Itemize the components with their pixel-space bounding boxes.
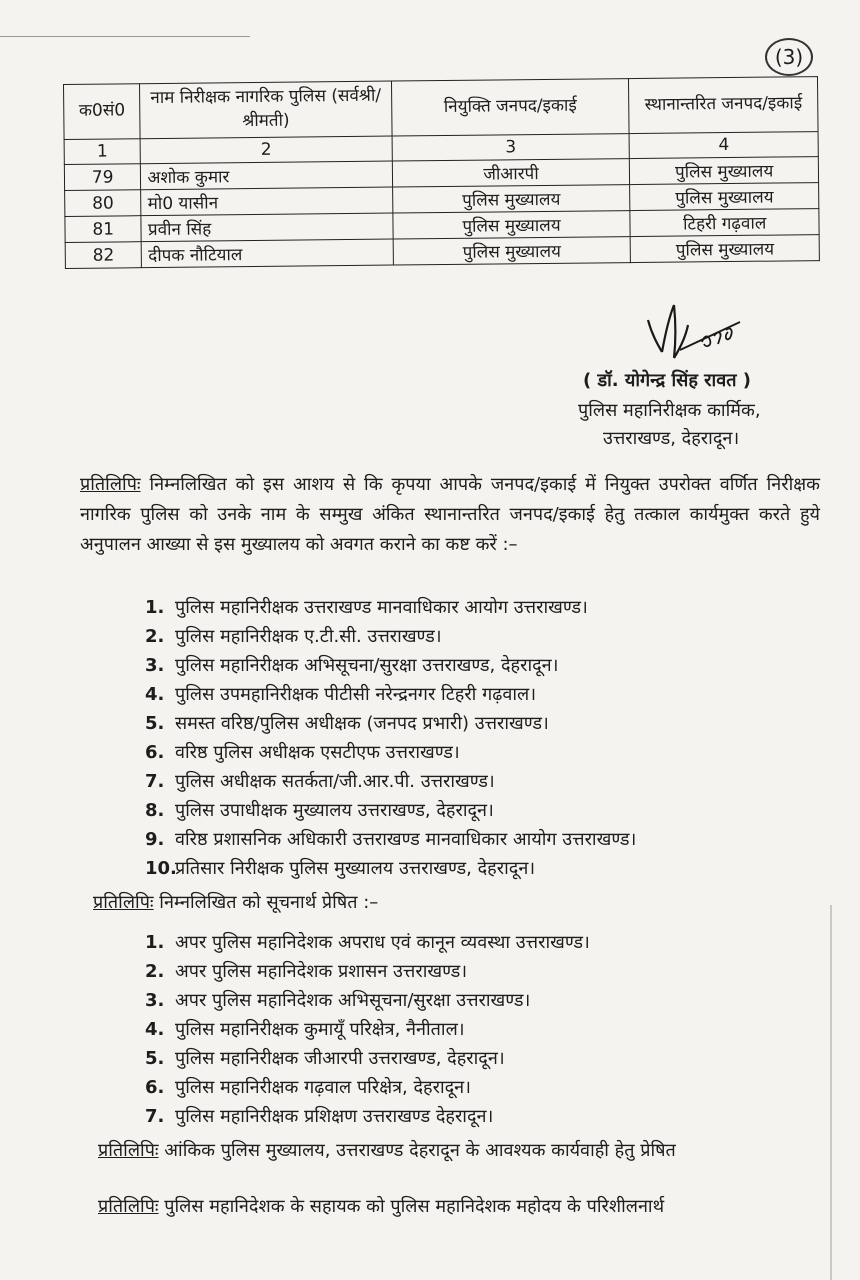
copy-label: प्रतिलिपिः (80, 474, 141, 495)
col-number: 2 (141, 136, 392, 164)
cell-serial: 79 (64, 164, 141, 191)
header-name: नाम निरीक्षक नागरिक पुलिस (सर्वश्री/श्रीमती) (140, 81, 392, 139)
copy-label: प्रतिलिपिः (98, 1140, 159, 1161)
header-transfer: स्थानान्तरित जनपद/इकाई (629, 77, 818, 134)
list-item: 4. पुलिस महानिरीक्षक कुमायूँ परिक्षेत्र, नैनीताल। (145, 1019, 465, 1040)
copy-paragraph-2 (93, 890, 378, 914)
col-number: 3 (392, 134, 630, 161)
list-item: 7. पुलिस महानिरीक्षक प्रशिक्षण उत्तराखण्ड देहरादून। (145, 1106, 494, 1127)
cell-serial: 81 (65, 216, 142, 243)
header-posting: नियुक्ति जनपद/इकाई (391, 79, 629, 136)
copy-text: पुलिस महानिदेशक के सहायक को पुलिस महानिदेशक महोदय के परिशीलनार्थ (164, 1196, 665, 1217)
page-edge-shadow (830, 905, 832, 1280)
cell-posting: पुलिस मुख्यालय (392, 185, 630, 213)
handwritten-signature (640, 300, 750, 365)
transfer-table (63, 76, 820, 269)
list-item: 2. पुलिस महानिरीक्षक ए.टी.सी. उत्तराखण्ड। (145, 626, 442, 647)
top-rule (0, 36, 250, 37)
cell-transfer: पुलिस मुख्यालय (630, 157, 819, 185)
recipient-list-1 (145, 593, 636, 883)
copy-paragraph-1 (80, 470, 820, 560)
list-item: 5. पुलिस महानिरीक्षक जीआरपी उत्तराखण्ड, देहरादून। (145, 1048, 505, 1069)
list-item: 6. पुलिस महानिरीक्षक गढ़वाल परिक्षेत्र, देहरादून। (145, 1077, 471, 1098)
copy-text: आंकिक पुलिस मुख्यालय, उत्तराखण्ड देहरादून के आवश्यक कार्यवाही हेतु प्रेषित (164, 1140, 676, 1161)
list-item: 9. वरिष्ठ प्रशासनिक अधिकारी उत्तराखण्ड मानवाधिकार आयोग उत्तराखण्ड। (145, 829, 637, 850)
cell-name: मो0 यासीन (141, 187, 392, 216)
copy-paragraph-3 (98, 1138, 676, 1162)
copy-text: निम्नलिखित को इस आशय से कि कृपया आपके जनपद/इकाई में नियुक्त उपरोक्त वर्णित निरीक्षक नागरिक पुलिस को उनके नाम के सम्मुख अंकित स्थानान्तरित जनपद/इकाई हेतु तत्काल कार्यमुक्त करते हुये अनुपालन आख्या से इस मुख्यालय को अवगत कराने का कष्ट करें :– (80, 474, 820, 555)
list-item: 3. अपर पुलिस महानिदेशक अभिसूचना/सुरक्षा उत्तराखण्ड। (145, 990, 531, 1011)
cell-transfer: पुलिस मुख्यालय (630, 183, 819, 211)
list-item: 6. वरिष्ठ पुलिस अधीक्षक एसटीएफ उत्तराखण्ड। (145, 742, 460, 763)
cell-posting: जीआरपी (392, 159, 630, 187)
list-item: 8. पुलिस उपाधीक्षक मुख्यालय उत्तराखण्ड, देहरादून। (145, 800, 494, 821)
cell-transfer: पुलिस मुख्यालय (631, 235, 820, 263)
cell-serial: 80 (65, 190, 142, 217)
cell-posting: पुलिस मुख्यालय (393, 237, 631, 265)
list-item: 5. समस्त वरिष्ठ/पुलिस अधीक्षक (जनपद प्रभारी) उत्तराखण्ड। (145, 713, 549, 734)
copy-label: प्रतिलिपिः (98, 1196, 159, 1217)
list-item: 7. पुलिस अधीक्षक सतर्कता/जी.आर.पी. उत्तराखण्ड। (145, 771, 495, 792)
cell-name: अशोक कुमार (141, 161, 392, 190)
copy-paragraph-4 (98, 1194, 664, 1218)
cell-serial: 82 (65, 242, 142, 269)
list-item: 4. पुलिस उपमहानिरीक्षक पीटीसी नरेन्द्रनगर टिहरी गढ़वाल। (145, 684, 537, 705)
recipient-list-2 (145, 928, 590, 1131)
officer-name: ( डॉ. योगेन्द्र सिंह रावत ) (583, 370, 751, 391)
cell-name: दीपक नौटियाल (142, 239, 393, 268)
col-number: 4 (629, 132, 818, 159)
col-number: 1 (64, 139, 141, 165)
copy-label: प्रतिलिपिः (93, 892, 154, 913)
list-item: 3. पुलिस महानिरीक्षक अभिसूचना/सुरक्षा उत्तराखण्ड, देहरादून। (145, 655, 559, 676)
header-serial: क0सं0 (64, 84, 141, 140)
list-item: 1. पुलिस महानिरीक्षक उत्तराखण्ड मानवाधिकार आयोग उत्तराखण्ड। (145, 597, 588, 618)
list-item: 1. अपर पुलिस महानिदेशक अपराध एवं कानून व्यवस्था उत्तराखण्ड। (145, 932, 590, 953)
copy-text: निम्नलिखित को सूचनार्थ प्रेषित :– (159, 892, 379, 913)
cell-posting: पुलिस मुख्यालय (393, 211, 631, 239)
table-header-row (64, 77, 819, 140)
page-number: (3) (765, 38, 813, 76)
list-item: 2. अपर पुलिस महानिदेशक प्रशासन उत्तराखण्ड। (145, 961, 468, 982)
officer-address: उत्तराखण्ड, देहरादून। (603, 428, 740, 449)
cell-transfer: टिहरी गढ़वाल (630, 209, 819, 237)
officer-designation: पुलिस महानिरीक्षक कार्मिक, (578, 400, 761, 421)
cell-name: प्रवीन सिंह (141, 213, 392, 242)
list-item: 10.प्रतिसार निरीक्षक पुलिस मुख्यालय उत्तराखण्ड, देहरादून। (145, 858, 536, 879)
